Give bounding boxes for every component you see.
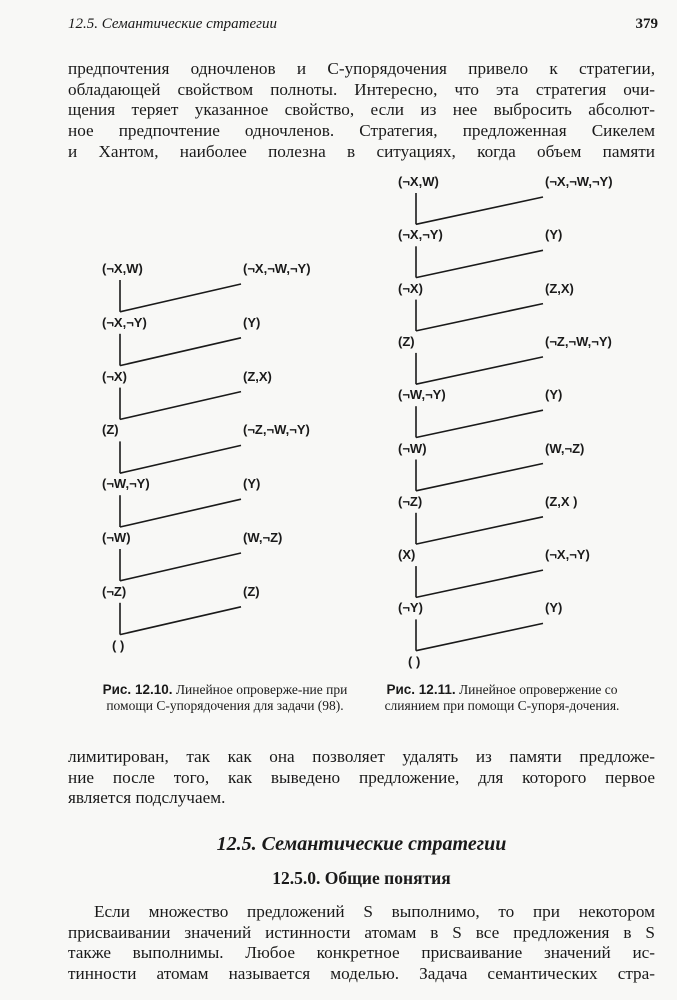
side-clause-left-4: (Y) xyxy=(243,476,261,492)
clause-right-4: (¬W,¬Y) xyxy=(398,387,446,403)
side-clause-right-1: (Y) xyxy=(545,227,563,243)
caption-number: Рис. 12.10. xyxy=(102,682,173,697)
side-clause-right-5: (W,¬Z) xyxy=(545,440,585,456)
text-line: является подслучаем. xyxy=(68,788,226,808)
text-line: Если множество предложений S выполнимо, то при некотором xyxy=(94,902,655,921)
side-clause-left-2: (Z,X) xyxy=(243,368,272,384)
resolution-link-right-1 xyxy=(416,250,543,277)
text-line: обладающей свойством полноты. Интересно, что эта стратегия очи- xyxy=(68,79,655,99)
running-title: 12.5. Семантические стратегии xyxy=(68,16,278,32)
resolution-link-right-0 xyxy=(416,197,543,224)
side-clause-left-6: (Z) xyxy=(243,583,260,599)
resolution-link-right-7 xyxy=(416,570,543,597)
clause-left-4: (¬W,¬Y) xyxy=(102,476,150,492)
side-clause-right-6: (Z,X ) xyxy=(545,493,578,509)
resolution-link-right-4 xyxy=(416,410,543,437)
side-clause-left-0: (¬X,¬W,¬Y) xyxy=(243,261,311,276)
side-clause-left-3: (¬Z,¬W,¬Y) xyxy=(243,422,310,438)
text-line: также выполнимы. Любое конкретное присваивание значений ис- xyxy=(68,943,655,963)
clause-right-2: (¬X) xyxy=(398,280,423,296)
text-line: ное предпочтение одночленов. Стратегия, предложенная Сикелем xyxy=(68,121,655,141)
resolution-link-left-2 xyxy=(120,392,241,420)
text-line: лимитирован, так как она позволяет удалять из памяти предложе- xyxy=(68,747,655,766)
figure-caption-right xyxy=(368,682,636,713)
side-clause-right-3: (¬Z,¬W,¬Y) xyxy=(545,333,612,349)
caption-text: Линейное опровержение со слиянием при помощи С-упоря-дочения. xyxy=(384,682,620,713)
resolution-link-left-0 xyxy=(120,284,241,312)
side-clause-right-4: (Y) xyxy=(545,387,563,403)
text-line: тинности атомам называется моделью. Задача семантических стра- xyxy=(68,964,655,984)
resolution-link-right-3 xyxy=(416,357,543,384)
page-number: 379 xyxy=(635,16,658,32)
clause-left-5: (¬W) xyxy=(102,530,131,545)
text-line: и Хантом, наиболее полезна в ситуациях, когда объем памяти xyxy=(68,141,655,161)
empty-clause-left: ( ) xyxy=(112,637,125,653)
clause-left-0: (¬X,W) xyxy=(102,261,143,276)
side-clause-right-8: (Y) xyxy=(545,600,563,616)
resolution-link-left-5 xyxy=(120,553,241,581)
resolution-link-right-5 xyxy=(416,464,543,491)
resolution-link-right-6 xyxy=(416,517,543,544)
text-line: ние после того, как выведено предложение, для которого первое xyxy=(68,767,655,787)
clause-left-1: (¬X,¬Y) xyxy=(102,314,147,330)
clause-left-3: (Z) xyxy=(102,422,119,438)
clause-right-7: (X) xyxy=(398,547,416,563)
subsection-heading: 12.5.0. Общие понятия xyxy=(272,868,451,888)
resolution-link-left-1 xyxy=(120,338,241,366)
resolution-link-left-4 xyxy=(120,499,241,527)
clause-right-1: (¬X,¬Y) xyxy=(398,227,443,243)
section-heading: 12.5. Семантические стратегии xyxy=(216,833,507,855)
resolution-link-right-2 xyxy=(416,304,543,331)
resolution-link-left-3 xyxy=(120,445,241,473)
side-clause-right-7: (¬X,¬Y) xyxy=(545,547,590,563)
clause-right-6: (¬Z) xyxy=(398,493,423,509)
paragraph-middle xyxy=(68,747,655,809)
empty-clause-right: ( ) xyxy=(408,653,421,669)
paragraph-bottom xyxy=(68,902,655,985)
resolution-link-left-6 xyxy=(120,607,241,635)
side-clause-left-5: (W,¬Z) xyxy=(243,530,283,545)
clause-left-2: (¬X) xyxy=(102,368,127,384)
side-clause-right-2: (Z,X) xyxy=(545,280,574,296)
text-line: предпочтения одночленов и С-упорядочения привело к стратегии, xyxy=(68,59,655,78)
clause-left-6: (¬Z) xyxy=(102,583,127,599)
clause-right-3: (Z) xyxy=(398,333,415,349)
clause-right-0: (¬X,W) xyxy=(398,174,439,189)
text-line: присваивании значений истинности атомам в S все предложения в S xyxy=(68,922,655,942)
side-clause-right-0: (¬X,¬W,¬Y) xyxy=(545,174,613,189)
side-clause-left-1: (Y) xyxy=(243,314,261,330)
caption-text: Линейное опроверже-ние при помощи С-упорядочения для задачи (98). xyxy=(106,682,348,713)
clause-right-5: (¬W) xyxy=(398,440,427,456)
clause-right-8: (¬Y) xyxy=(398,600,423,616)
text-line: щения теряет указанное свойство, если из нее выбросить абсолют- xyxy=(68,100,655,120)
figure-caption-left xyxy=(85,682,365,713)
resolution-link-right-8 xyxy=(416,623,543,650)
caption-number: Рис. 12.11. xyxy=(386,682,456,697)
